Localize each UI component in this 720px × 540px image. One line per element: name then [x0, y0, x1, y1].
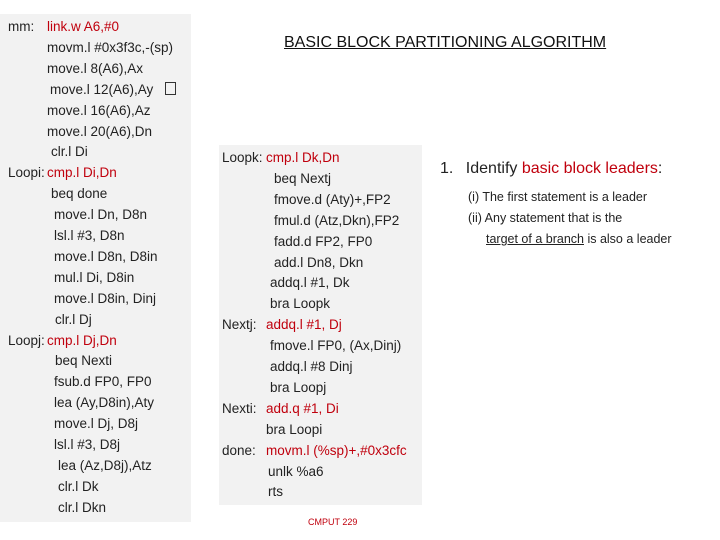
code-line: lea (Ay,D8in),Aty [54, 395, 155, 411]
code-line: move.l 8(A6),Ax [47, 60, 144, 76]
code-line: addq.l #8 Dinj [270, 359, 353, 374]
code-line: fadd.d FP2, FP0 [274, 233, 373, 249]
code-line: beq Nexti [55, 353, 113, 369]
code-line: link.w A6,#0 [47, 19, 120, 34]
placeholder-box-icon [165, 82, 176, 95]
code-line: unlk %a6 [268, 463, 324, 479]
code-line: clr.l Di [51, 144, 88, 160]
code-line: cmp.l Di,Dn [47, 165, 117, 181]
code-line: mul.l Di, D8in [54, 269, 135, 285]
code-line: addq.l #1, Dk [270, 275, 350, 291]
code-line: clr.l Dkn [58, 499, 107, 515]
code-line: fmove.d (Aty)+,FP2 [274, 191, 391, 207]
code-line: move.l 12(A6),Ay [50, 82, 176, 98]
code-line: lea (Az,D8j),Atz [58, 457, 152, 473]
code-line: move.l 16(A6),Az [47, 102, 151, 118]
code-label: Nexti: [222, 400, 257, 416]
code-line: clr.l Dj [55, 311, 92, 327]
sub-item-1: (i) The first statement is a leader [468, 190, 648, 204]
code-line: movm.l #0x3f3c,-(sp) [47, 39, 174, 55]
code-label: Loopj: [8, 332, 45, 348]
code-line: rts [268, 484, 283, 500]
code-label: mm: [8, 19, 35, 34]
code-line: clr.l Dk [58, 478, 99, 494]
code-line: fmul.d (Atz,Dkn),FP2 [274, 212, 400, 228]
code-line: cmp.l Dj,Dn [47, 332, 117, 348]
code-line: add.l Dn8, Dkn [274, 254, 364, 270]
code-line: add.q #1, Di [266, 400, 339, 416]
sub-item-3 [486, 232, 672, 246]
sub-item-3-rest: is also a leader [583, 232, 672, 246]
item-highlight: basic block leaders [521, 160, 658, 177]
code-line: fsub.d FP0, FP0 [54, 374, 152, 390]
code-line: move.l 20(A6),Dn [47, 123, 153, 139]
code-line: fmove.l FP0, (Ax,Dinj) [270, 338, 402, 354]
code-line: lsl.l #3, D8j [54, 437, 121, 452]
sub-item-2: (ii) Any statement that is the [468, 211, 623, 225]
item-prefix: Identify [465, 160, 522, 177]
item-number: 1. [440, 160, 454, 177]
code-line: addq.l #1, Dj [266, 317, 342, 333]
code-line: move.l D8in, Dinj [54, 290, 157, 306]
code-label: done: [222, 442, 256, 458]
code-label: Loopk: [222, 150, 263, 165]
code-line: beq done [51, 186, 108, 202]
code-line: move.l Dj, D8j [54, 416, 139, 432]
item-suffix: : [657, 160, 663, 177]
code-line: bra Loopk [270, 296, 331, 312]
code-line: bra Loopj [270, 379, 327, 395]
code-label: Loopi: [8, 165, 45, 181]
sub-item-3-underlined: target of a branch [486, 232, 584, 246]
leaders-heading [440, 160, 662, 178]
code-line: move.l D8n, D8in [54, 248, 158, 264]
code-line: movm.l (%sp)+,#0x3cfc [266, 442, 407, 458]
code-label: Nextj: [222, 317, 257, 333]
code-line: lsl.l #3, D8n [54, 228, 125, 243]
footer: CMPUT 229 [308, 517, 358, 527]
code-line: cmp.l Dk,Dn [266, 150, 340, 165]
code-line: bra Loopi [266, 421, 323, 437]
code-line: beq Nextj [274, 170, 332, 186]
slide-title: BASIC BLOCK PARTITIONING ALGORITHM [284, 34, 607, 51]
code-line: move.l Dn, D8n [54, 207, 148, 223]
